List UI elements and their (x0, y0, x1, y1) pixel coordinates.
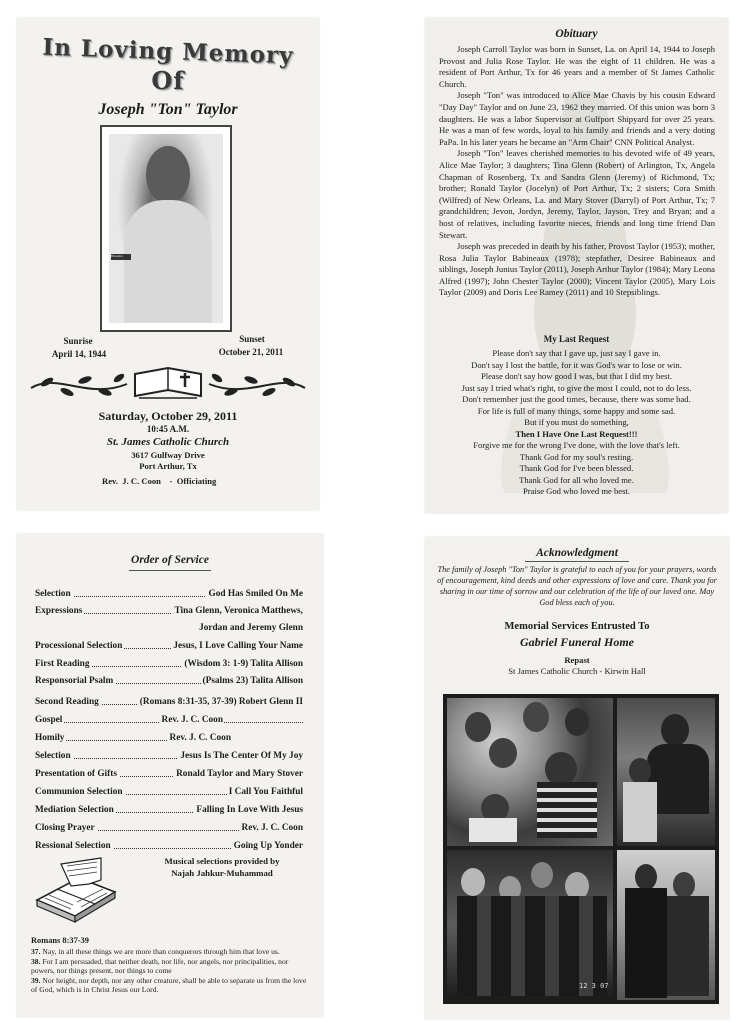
order-row: Responsorial Psalm (Psalms 23) Talita Allison (35, 676, 303, 686)
poem-line: Just say I tried what's right, to give the most I could, not to do less. (461, 382, 692, 393)
sunrise-label: Sunrise (63, 336, 93, 346)
family-photo-collage (443, 694, 719, 1004)
repast-label: Repast (564, 655, 590, 665)
poem-bold-line: Then I Have One Last Request!!! (515, 428, 638, 439)
portrait-head (146, 146, 190, 204)
obituary-heading: Obituary (555, 28, 598, 40)
order-heading: Order of Service (131, 554, 209, 566)
memory-title-line1: In Loving Memory (42, 33, 294, 70)
poem-line: Thank God for all who loved me. (519, 474, 634, 485)
order-row: Gospel Rev. J. C. Coon (35, 715, 303, 725)
portrait-tag: Hawaiian (111, 254, 131, 260)
romans-verses (31, 947, 313, 995)
memory-title-line2: Of (151, 66, 185, 95)
funeral-home: Gabriel Funeral Home (519, 635, 634, 649)
heading-underline (525, 561, 629, 562)
church-address1: 3617 Gulfway Drive (131, 450, 205, 460)
church-address2: Port Arthur, Tx (139, 461, 197, 471)
obituary-paragraph: Joseph "Ton" was introduced to Alice Mae Chavis by his cousin Edward "Day Day" Taylor and on June 23, 1962 they married. Of this union was born 3 daughters. He was a labor Supervisor at Gulfport Shipyard for over 25 years. He was a man of few words, loyal to his family and friends and a very doting PaPa. In his later years he became an "Arm Chair" CNN Political Analyst. (439, 90, 715, 147)
poem-line: But if you must do something, (524, 417, 629, 427)
musical-credit-line1: Musical selections provided by (164, 856, 280, 866)
acknowledgment-text: The family of Joseph "Ton" Taylor is grateful to each of you for your prayers, words of encouragement, kind deeds and other expressions of love and care. Thank you for sharing in our time of sorrow and our celebration of the life of our loved one. May God bless each of you. (437, 565, 717, 607)
obituary-body (439, 44, 715, 299)
poem-line: Thank God for I've been blessed. (519, 463, 634, 473)
last-request-heading: My Last Request (543, 334, 610, 344)
musical-credit-line2: Najah Jahkur-Muhammad (171, 868, 273, 878)
order-row: Ressional Selection Going Up Yonder (35, 841, 303, 851)
family-photo-4 (617, 850, 715, 1000)
poem-line: Don't remember just the good times, because, there was some bad. (462, 394, 691, 404)
poem-line: Praise God who loved me best. (523, 486, 630, 496)
heading-underline (129, 570, 211, 571)
verse: 38. For I am persuaded, that neither death, nor life, nor angels, nor principalities, nor powers, nor things present, nor things to come (31, 956, 289, 976)
order-row: Selection Jesus Is The Center Of My Joy (35, 751, 303, 761)
order-row: Selection God Has Smiled On Me (35, 589, 303, 599)
family-photo-3 (447, 850, 613, 1000)
poem-line: Please don't say that I gave up, just say I gave in. (492, 348, 661, 358)
sunset-label: Sunset (239, 334, 265, 344)
poem-line: Forgive me for the wrong I've done, with the love that's left. (473, 440, 680, 450)
order-row: Second Reading (Romans 8:31-35, 37-39) Robert Glenn II (35, 697, 303, 707)
poem-line: Don't say I lost the battle, for it was God's war to lose or win. (471, 359, 682, 370)
acknowledgment-heading: Acknowledgment (536, 547, 618, 559)
verse: 39. Nor height, nor depth, nor any other creature, shall be able to separate us from the love of God, which is in Christ Jesus our Lord. (31, 975, 307, 995)
romans-heading: Romans 8:37-39 (31, 936, 89, 945)
order-row: First Reading (Wisdom 3: 1-9) Talita Allison (35, 659, 303, 669)
church-name: St. James Catholic Church (106, 436, 230, 448)
obituary-paragraph: Joseph Carroll Taylor was born in Sunset, La. on April 14, 1944 to Joseph Provost and Julia Rose Taylor. He was the eight of 11 children. He was a resident of Port Arthur, Tx for 46 years and a member of St James Catholic Church. (439, 44, 715, 89)
poem-line: Please don't say how good I was, but that I did my best. (480, 371, 673, 381)
family-photo-2 (617, 698, 715, 846)
verse: 37. Nay, in all these things we are more than conquerors through him that love us. (31, 947, 280, 956)
obituary-paragraph: Joseph was preceded in death by his father, Provost Taylor (1953); mother, Rosa Julia Taylor Babineaux (1978); stepfather, Desiree Babineaux and siblings, Joseph Junius Taylor (2011), Joseph Arthur Taylor (1984); Mary Leona Alfred (1997); John Chester Taylor (2000); Vincent Taylor (2005), Mary Lois Taylor (2009) and Doris Lee Ramey (2011) and 10 Stepsiblings. (439, 241, 715, 298)
order-row: Presentation of Gifts Ronald Taylor and Mary Stover (35, 769, 303, 779)
deceased-name: Joseph "Ton" Taylor (98, 101, 238, 118)
order-row-continued: Jordan and Jeremy Glenn (199, 623, 303, 633)
obituary-page (425, 18, 728, 513)
open-bible-icon (31, 856, 121, 928)
order-row: Expressions Tina Glenn, Veronica Matthews, (35, 606, 303, 616)
portrait-frame (100, 125, 232, 332)
order-row: Closing Prayer Rev. J. C. Coon (35, 823, 303, 833)
order-of-service-page (17, 534, 323, 1017)
poem-line: Thank God for my soul's resting. (519, 451, 634, 462)
photo-date-stamp: 12 3 07 (579, 982, 609, 990)
order-row: Homily Rev. J. C. Coon (35, 733, 231, 743)
family-photo-1 (447, 698, 613, 846)
portrait-photo (109, 134, 223, 323)
officiant-line: Rev. J. C. Coon - Officiating (102, 476, 217, 486)
portrait-shirt (124, 200, 212, 323)
order-row: Processional Selection Jesus, I Love Calling Your Name (35, 641, 303, 651)
order-row: Mediation Selection Falling In Love With Jesus (35, 805, 303, 815)
sunset-date: October 21, 2011 (218, 347, 284, 357)
cover-page (17, 18, 319, 510)
obituary-paragraph: Joseph "Ton" leaves cherished memories to his devoted wife of 49 years, Alice Mae Taylor; 3 daughters; Tina Glenn (Robert) of Arlington, Tx, Angela Chapman of Rosenberg, Tx and Sandra Glenn (Jeremy) of Richmond, Tx; brother; Ronald Taylor (Jocelyn) of Port Arthur, Tx; 2 sisters; Cora Smith (Wilfred) of New Orleans, La. and Mary Stover (Darryl) of Port Arthur, Tx; 7 grandchildren; Jevon, Jordyn, Jeremy, Taylor, Jayson, Trey and Bryan; and a host of relatives, including favorite nieces, friends and long time friend Dan Stewart. (439, 148, 715, 240)
repast-place: St James Catholic Church - Kirwin Hall (508, 666, 646, 676)
services-line: Memorial Services Entrusted To (504, 621, 650, 632)
poem-line: For life is full of many things, some happy and some sad. (477, 405, 676, 416)
order-row: Communion Selection I Call You Faithful (35, 787, 303, 797)
acknowledgment-page (425, 537, 729, 1019)
vine-bible-ornament (27, 362, 309, 406)
service-time: 10:45 A.M. (146, 424, 190, 434)
sunrise-date: April 14, 1944 (51, 349, 107, 359)
last-request-poem (431, 348, 722, 498)
service-date: Saturday, October 29, 2011 (98, 409, 238, 423)
